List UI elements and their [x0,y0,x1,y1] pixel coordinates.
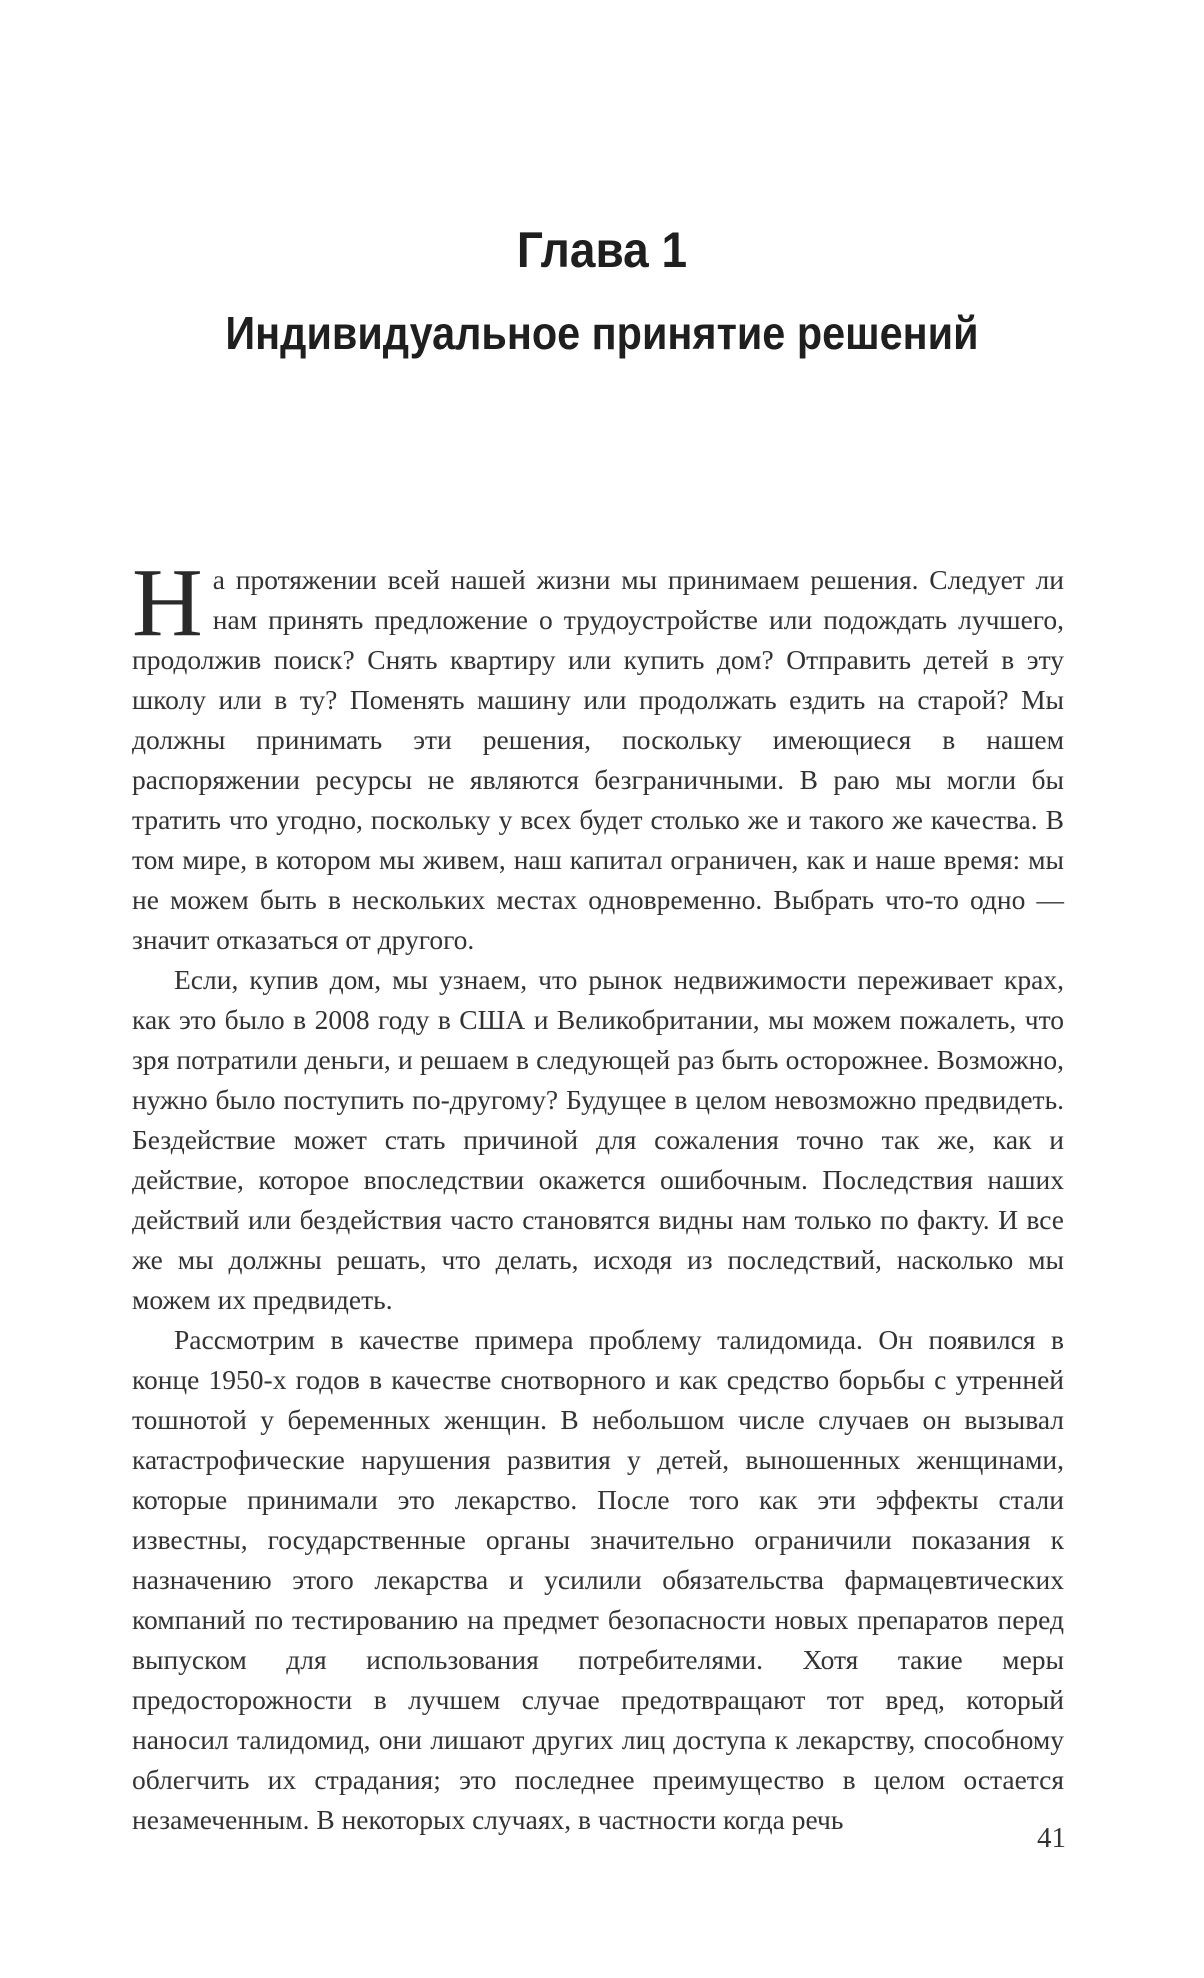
chapter-number: Глава 1 [516,222,688,278]
body-text [132,549,1064,1840]
page-number: 41 [1037,1822,1066,1854]
chapter-title: Индивидуальное принятие решений [225,307,979,359]
drop-cap: Н [132,549,203,657]
paragraph-1 [132,549,1064,960]
paragraph-2: Если, купив дом, мы узнаем, что рынок недвижимости переживает крах, как это было в 2008 году в США и Великобритании, мы можем пожалеть, что зря потратили деньги, и решаем в следующей раз быть осторожнее. Возможно, нужно было поступить по-другому? Будущее в целом невозможно предвидеть. Бездействие может стать причиной для сожаления точно так же, как и действие, которое впоследствии окажется ошибочным. Последствия наших действий или бездействия часто становятся видны нам только по факту. И все же мы должны решать, что делать, исходя из последствий, насколько мы можем их предвидеть. [132,964,1064,1315]
paragraph-1-text: а протяжении всей нашей жизни мы принимаем решения. Следует ли нам принять предложение о трудоустройстве или подождать лучшего, продолжив поиск? Снять квартиру или купить дом? Отправить детей в эту школу или в ту? Поменять машину или продолжать ездить на старой? Мы должны принимать эти решения, поскольку имеющиеся в нашем распоряжении ресурсы не являются безграничными. В раю мы могли бы тратить что угодно, поскольку у всех будет столько же и такого же качества. В том мире, в котором мы живем, наш капитал ограничен, как и наше время: мы не можем быть в нескольких местах одновременно. Выбрать что-то одно — значит отказаться от другого. [132,564,1064,955]
chapter-header [0,222,1204,359]
paragraph-3: Рассмотрим в качестве примера проблему талидомида. Он появился в конце 1950-х годов в качестве снотворного и как средство борьбы с утренней тошнотой у беременных женщин. В небольшом числе случаев он вызывал катастрофические нарушения развития у детей, выношенных женщинами, которые принимали это лекарство. После того как эти эффекты стали известны, государственные органы значительно ограничили показания к назначению этого лекарства и усилили обязательства фармацевтических компаний по тестированию на предмет безопасности новых препаратов перед выпуском для использования потребителями. Хотя такие меры предосторожности в лучшем случае предотвращают тот вред, который наносил талидомид, они лишают других лиц доступа к лекарству, способному облегчить их страдания; это последнее преимущество в целом остается незамеченным. В некоторых случаях, в частности когда речь [132,1324,1064,1835]
